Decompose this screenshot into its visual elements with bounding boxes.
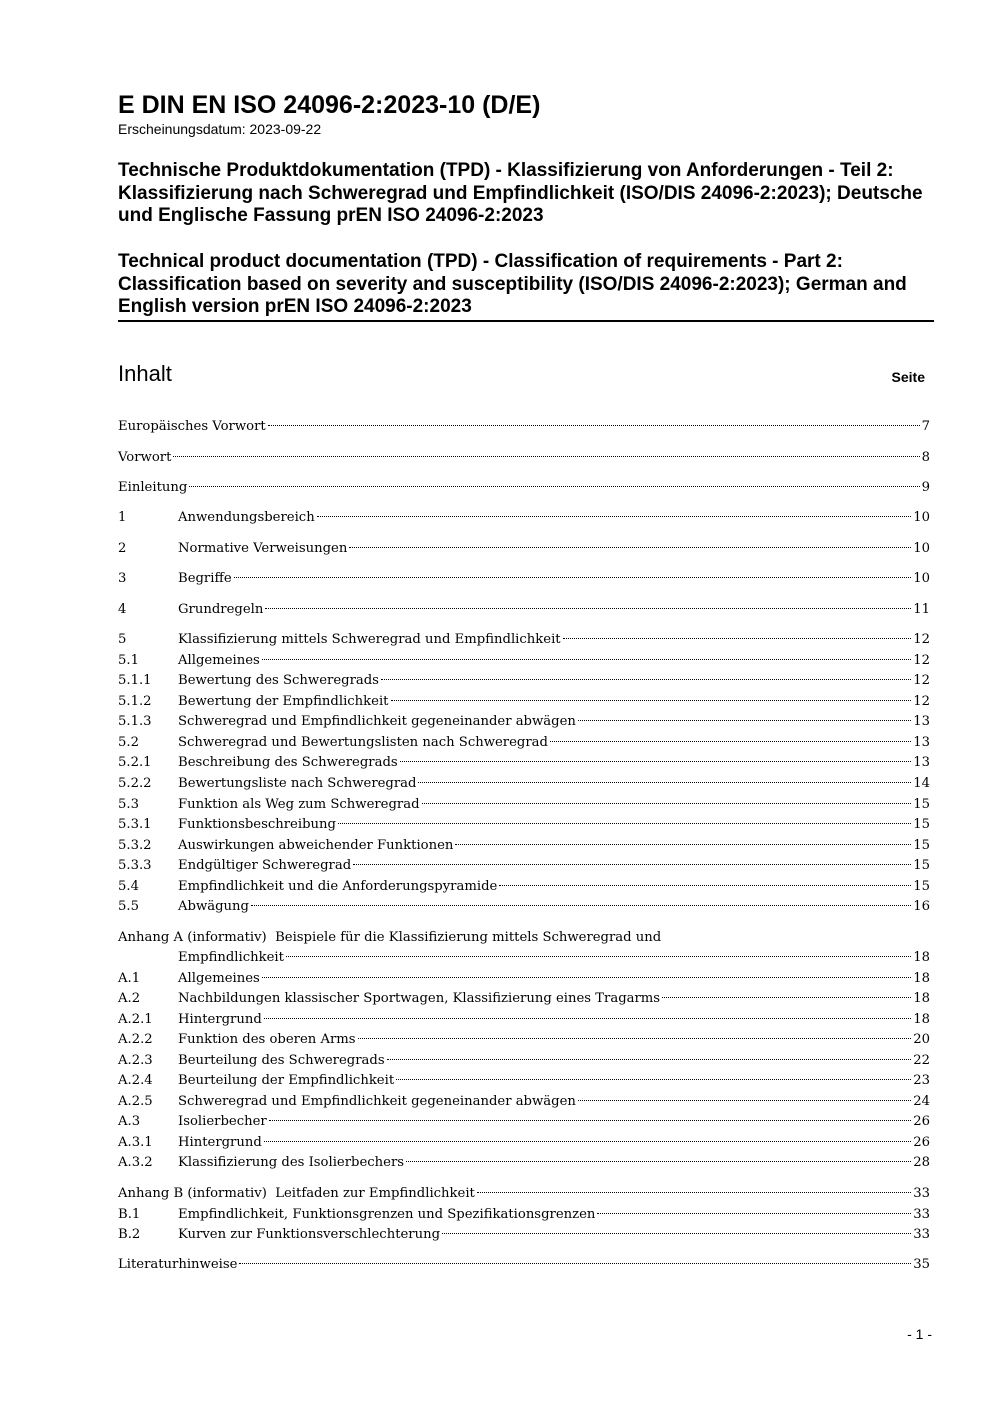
toc-leader <box>422 803 912 804</box>
toc-entry[interactable] <box>118 600 930 620</box>
header-divider <box>118 320 934 322</box>
toc-leader <box>499 885 911 886</box>
toc-entry[interactable] <box>118 1071 930 1091</box>
toc-entry-title: Einleitung <box>118 480 188 495</box>
toc-entry[interactable] <box>118 651 930 671</box>
toc-entry[interactable] <box>118 815 930 835</box>
toc-entry[interactable] <box>118 795 930 815</box>
toc-entry-number: A.3.2 <box>118 1155 153 1170</box>
toc-entry-number: 5.3.3 <box>118 858 152 873</box>
toc-entry-page: 12 <box>913 673 930 688</box>
toc-entry[interactable] <box>118 417 930 437</box>
toc-entry-number: 5.1.3 <box>118 714 152 729</box>
toc-entry-page: 10 <box>913 510 930 525</box>
toc-entry-number: 5.2.2 <box>118 776 152 791</box>
toc-entry-title: Grundregeln <box>178 602 264 617</box>
toc-entry-number: 5.1 <box>118 653 139 668</box>
toc-leader <box>387 1059 912 1060</box>
toc-leader <box>563 638 912 639</box>
toc-entry-title: Empfindlichkeit, Funktionsgrenzen und Spezifikationsgrenzen <box>178 1207 596 1222</box>
toc-leader <box>578 1100 911 1101</box>
toc-entry-title: Schweregrad und Empfindlichkeit gegeneinander abwägen <box>178 714 576 729</box>
toc-entry-page: 15 <box>913 797 930 812</box>
toc-entry-title: Beschreibung des Schweregrads <box>178 755 398 770</box>
toc-entry-title: Leitfaden zur Empfindlichkeit <box>275 1186 475 1201</box>
toc-entry-page: 33 <box>913 1186 930 1201</box>
toc-entry-page: 26 <box>913 1114 930 1129</box>
toc-entry[interactable] <box>118 877 930 897</box>
toc-entry-number: 5.5 <box>118 899 139 914</box>
publication-date: Erscheinungsdatum: 2023-09-22 <box>118 121 322 137</box>
toc-entry[interactable] <box>118 1133 930 1153</box>
toc-entry-page: 11 <box>913 602 930 617</box>
toc-entry-page: 22 <box>913 1053 930 1068</box>
toc-entry[interactable] <box>118 630 930 650</box>
toc-leader <box>262 977 911 978</box>
toc-entry-page: 24 <box>913 1094 930 1109</box>
title-english: Technical product documentation (TPD) - Classification of requirements - Part 2: Classification based on severity and susceptibility (ISO/DIS 24096-2:2023); German and English version prEN ISO 24096-2:2023 <box>118 251 907 317</box>
toc-entry-page: 33 <box>913 1207 930 1222</box>
toc-entry[interactable] <box>118 539 930 559</box>
toc-heading: Inhalt <box>118 361 172 386</box>
toc-entry-page: 7 <box>921 419 930 434</box>
toc-entry-number: B.2 <box>118 1227 141 1242</box>
toc-entry-title: Klassifizierung des Isolierbechers <box>178 1155 405 1170</box>
toc-entry-number: 5.3 <box>118 797 139 812</box>
toc-entry-title: Bewertung der Empfindlichkeit <box>178 694 389 709</box>
toc-entry-title: Bewertung des Schweregrads <box>178 673 379 688</box>
toc-leader <box>391 700 912 701</box>
toc-entry-number: 5.1.2 <box>118 694 152 709</box>
toc-entry-page: 12 <box>913 632 930 647</box>
document-id: E DIN EN ISO 24096-2:2023-10 (D/E) <box>118 91 541 119</box>
toc-entry-number: 5.2 <box>118 735 139 750</box>
toc-entry-number: 3 <box>118 571 127 586</box>
toc-entry-number: 5.1.1 <box>118 673 152 688</box>
toc-leader <box>264 1018 911 1019</box>
toc-entry[interactable] <box>118 671 930 691</box>
toc-entry-number: A.2.1 <box>118 1012 153 1027</box>
toc-entry-title: Allgemeines <box>178 653 260 668</box>
toc-entry-annex-a[interactable] <box>118 928 930 968</box>
toc-entry-title: Begriffe <box>178 571 232 586</box>
toc-entry[interactable] <box>118 508 930 528</box>
toc-entry-page: 14 <box>913 776 930 791</box>
toc-entry[interactable] <box>118 448 930 468</box>
toc-entry-page: 8 <box>921 450 930 465</box>
toc-entry-page: 15 <box>913 838 930 853</box>
toc-entry[interactable] <box>118 1255 930 1275</box>
toc-leader <box>455 844 911 845</box>
toc-entry-title: Literaturhinweise <box>118 1257 238 1272</box>
toc-entry-number: 5 <box>118 632 127 647</box>
toc-entry-title: Anwendungsbereich <box>178 510 315 525</box>
toc-entry[interactable] <box>118 692 930 712</box>
toc-entry-annex-b[interactable] <box>118 1184 930 1204</box>
toc-entry[interactable] <box>118 969 930 989</box>
toc-entry[interactable] <box>118 1205 930 1225</box>
toc-entry[interactable] <box>118 733 930 753</box>
toc-entry-page: 10 <box>913 541 930 556</box>
toc-entry-page: 20 <box>913 1032 930 1047</box>
toc-leader <box>317 516 912 517</box>
toc-entry-page: 15 <box>913 817 930 832</box>
toc-leader <box>442 1233 911 1234</box>
toc-leader <box>418 782 911 783</box>
toc-entry-title: Schweregrad und Bewertungslisten nach Schweregrad <box>178 735 548 750</box>
toc-entry-title: Europäisches Vorwort <box>118 419 266 434</box>
toc-entry-page: 12 <box>913 694 930 709</box>
toc-leader <box>268 425 920 426</box>
toc-entry-number: A.3.1 <box>118 1135 153 1150</box>
toc-entry-title: Funktionsbeschreibung <box>178 817 336 832</box>
toc-entry-number: 5.3.2 <box>118 838 152 853</box>
toc-leader <box>597 1213 911 1214</box>
toc-entry[interactable] <box>118 989 930 1009</box>
toc-entry-title: Normative Verweisungen <box>178 541 348 556</box>
toc-leader <box>262 659 911 660</box>
toc-entry-number: A.2.4 <box>118 1073 153 1088</box>
toc-entry[interactable] <box>118 836 930 856</box>
page-number: - 1 - <box>907 1326 932 1342</box>
toc-entry-page: 18 <box>913 991 930 1006</box>
toc-leader <box>578 720 911 721</box>
toc-entry-title: Kurven zur Funktionsverschlechterung <box>178 1227 441 1242</box>
toc-entry-title: Bewertungsliste nach Schweregrad <box>178 776 417 791</box>
toc-entry[interactable] <box>118 753 930 773</box>
toc-entry[interactable] <box>118 1153 930 1173</box>
toc-entry-number: 5.2.1 <box>118 755 152 770</box>
toc-entry-page: 12 <box>913 653 930 668</box>
toc-entry-number: 5.3.1 <box>118 817 152 832</box>
toc-entry-page: 13 <box>913 714 930 729</box>
toc-entry[interactable] <box>118 1225 930 1245</box>
toc-entry-page: 26 <box>913 1135 930 1150</box>
toc-entry[interactable] <box>118 1030 930 1050</box>
toc-entry-number: A.2.2 <box>118 1032 153 1047</box>
toc-leader <box>269 1120 912 1121</box>
toc-entry-number: A.3 <box>118 1114 141 1129</box>
toc-annex-prefix: Anhang B (informativ) <box>118 1186 267 1201</box>
toc-entry-page: 13 <box>913 755 930 770</box>
toc-leader <box>381 679 911 680</box>
toc-entry-number: 5.4 <box>118 879 139 894</box>
toc-leader <box>353 864 911 865</box>
toc-leader <box>396 1079 911 1080</box>
toc-entry-title: Auswirkungen abweichender Funktionen <box>178 838 454 853</box>
toc-leader <box>400 761 912 762</box>
toc-entry-title: Allgemeines <box>178 971 260 986</box>
toc-entry-page: 9 <box>921 480 930 495</box>
toc-entry[interactable] <box>118 1112 930 1132</box>
toc-leader <box>349 547 911 548</box>
toc-entry-page: 18 <box>913 1012 930 1027</box>
toc-leader <box>477 1192 911 1193</box>
toc-entry-page: 33 <box>913 1227 930 1242</box>
toc-entry-number: 1 <box>118 510 127 525</box>
toc-entry-title: Funktion des oberen Arms <box>178 1032 356 1047</box>
toc-entry-number: A.2.3 <box>118 1053 153 1068</box>
toc-entry-page: 18 <box>913 950 930 965</box>
toc-entry-page: 15 <box>913 879 930 894</box>
toc-leader <box>338 823 911 824</box>
toc-entry[interactable] <box>118 1010 930 1030</box>
toc-entry[interactable] <box>118 1092 930 1112</box>
toc-entry-number: A.2 <box>118 991 141 1006</box>
toc-page-column-heading: Seite <box>891 369 925 385</box>
toc-annex-prefix: Anhang A (informativ) <box>118 930 267 945</box>
toc-leader <box>662 997 911 998</box>
toc-entry[interactable] <box>118 569 930 589</box>
toc-entry-number: 2 <box>118 541 127 556</box>
toc-leader <box>358 1038 912 1039</box>
toc-entry-number: A.1 <box>118 971 141 986</box>
toc-leader <box>406 1161 911 1162</box>
toc-entry-title: Schweregrad und Empfindlichkeit gegeneinander abwägen <box>178 1094 576 1109</box>
toc-entry-title: Isolierbecher <box>178 1114 267 1129</box>
toc-entry-title: Nachbildungen klassischer Sportwagen, Klassifizierung eines Tragarms <box>178 991 661 1006</box>
toc-entry-page: 18 <box>913 971 930 986</box>
toc-entry-number: B.1 <box>118 1207 141 1222</box>
toc-entry-title: Empfindlichkeit <box>178 950 284 965</box>
toc-entry-title-line1: Beispiele für die Klassifizierung mittels Schweregrad und <box>275 930 662 945</box>
toc-entry-title: Funktion als Weg zum Schweregrad <box>178 797 420 812</box>
toc-entry[interactable] <box>118 478 930 498</box>
toc-entry-page: 13 <box>913 735 930 750</box>
toc-entry[interactable] <box>118 856 930 876</box>
toc-entry-title: Empfindlichkeit und die Anforderungspyramide <box>178 879 498 894</box>
toc-entry-number: 4 <box>118 602 127 617</box>
toc-entry-title: Hintergrund <box>178 1012 262 1027</box>
title-german: Technische Produktdokumentation (TPD) - Klassifizierung von Anforderungen - Teil 2: Klassifizierung nach Schweregrad und Empfindlichkeit (ISO/DIS 24096-2:2023); Deutsche und Englische Fassung prEN ISO 24096-2:2023 <box>118 160 923 226</box>
toc-leader <box>173 456 919 457</box>
toc-entry-title: Endgültiger Schweregrad <box>178 858 352 873</box>
toc-entry-title: Abwägung <box>178 899 249 914</box>
toc-leader <box>189 486 919 487</box>
toc-leader <box>286 956 911 957</box>
toc-entry[interactable] <box>118 712 930 732</box>
toc-entry-page: 35 <box>913 1257 930 1272</box>
toc-leader <box>550 741 911 742</box>
toc-entry[interactable] <box>118 1051 930 1071</box>
toc-leader <box>265 608 911 609</box>
toc-entry[interactable] <box>118 897 930 917</box>
toc-entry-title: Vorwort <box>118 450 172 465</box>
toc-leader <box>251 905 911 906</box>
toc-entry-page: 10 <box>913 571 930 586</box>
toc-entry-title: Klassifizierung mittels Schweregrad und Empfindlichkeit <box>178 632 561 647</box>
toc-entry-page: 28 <box>913 1155 930 1170</box>
toc-entry-title: Hintergrund <box>178 1135 262 1150</box>
toc-entry-title: Beurteilung der Empfindlichkeit <box>178 1073 395 1088</box>
toc-leader <box>264 1141 911 1142</box>
toc-entry-title: Beurteilung des Schweregrads <box>178 1053 385 1068</box>
toc-entry-number: A.2.5 <box>118 1094 153 1109</box>
toc-entry[interactable] <box>118 774 930 794</box>
toc-entry-page: 16 <box>913 899 930 914</box>
toc-entry-page: 15 <box>913 858 930 873</box>
toc-leader <box>234 577 912 578</box>
toc-leader <box>239 1263 911 1264</box>
toc-entry-page: 23 <box>913 1073 930 1088</box>
